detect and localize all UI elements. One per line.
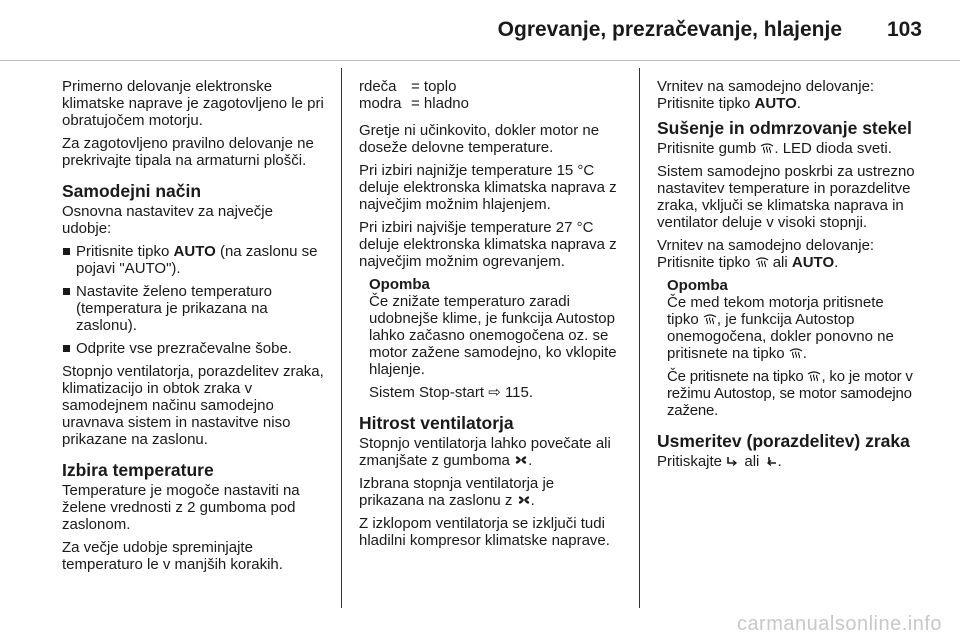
air-distribution-icon [764,455,778,467]
key-label: AUTO [173,243,216,260]
note-text: Če pritisnete na tipko , ko je motor v režimu Autostop, se motor samodejno zažene. [667,368,913,419]
paragraph: Osnovna nastavitev za največje udobje: [62,203,273,237]
paragraph: Pritisnite gumb . LED dioda sveti. [657,140,892,157]
note-text: Če znižate temperaturo zaradi udobnejše klime, je funkcija Autostop lahko začasno onemogočena oz. se motor zažene samodejno, ko vklopite hlajenje. [369,293,617,378]
note-text: Če med tekom motorja pritisnete tipko , je funkcija Autostop onemogočena, dokler ponovno ne pritisnete na tipko . [667,294,894,362]
bullet-icon [63,288,70,295]
paragraph: Pritiskajte ali . [657,453,782,470]
fan-icon [514,454,528,466]
paragraph: Stopnjo ventilatorja lahko povečate ali zmanjšate z gumboma . [359,435,611,469]
paragraph: Temperature je mogoče nastaviti na želene vrednosti z 2 gumboma pod zaslonom. [62,482,300,533]
section-heading-temperature: Izbira temperature [62,460,214,480]
column-divider [639,68,640,608]
key-label: AUTO [791,254,835,271]
header-divider [0,60,960,61]
windscreen-defrost-icon [789,347,803,359]
windscreen-defrost-icon [807,370,821,382]
color-legend-row: rdeča = toplo [359,78,457,95]
section-heading-air-distribution: Usmeritev (porazdelitev) zraka [657,431,910,451]
paragraph: Za večje udobje spreminjajte temperaturo le v manjših korakih. [62,539,283,573]
list-item: Odprite vse prezračevalne šobe. [62,340,324,357]
page-number: 103 [886,18,922,41]
paragraph: Vrnitev na samodejno delovanje: Pritisnite tipko AUTO. [657,78,875,112]
windscreen-defrost-icon [755,256,769,268]
paragraph: Pri izbiri najnižje temperature 15 °C deluje elektronska klimatska naprava z največjim možnim hlajenjem. [359,162,617,213]
bullet-icon [63,345,70,352]
note-title: Opomba [667,277,728,294]
page-header [0,0,960,60]
column-3 [657,78,919,476]
section-heading-auto: Samodejni način [62,181,202,201]
paragraph: Stopnjo ventilatorja, porazdelitev zraka, klimatizacijo in obtok zraka v samodejnem načinu samodejno uravnava sistem in nastavitve niso prikazane na zaslonu. [62,363,324,448]
paragraph: Sistem samodejno poskrbi za ustrezno nastavitev temperature in porazdelitve zraka, vključi se klimatska naprava in ventilator deluje v visoki stopnji. [657,163,915,231]
column-1 [62,78,324,579]
section-heading-defrost: Sušenje in odmrzovanje stekel [657,118,912,138]
fan-icon [517,494,531,506]
air-distribution-icon [726,455,740,467]
paragraph: Za zagotovljeno pravilno delovanje ne prekrivajte tipala na armaturni plošči. [62,135,314,169]
column-divider [341,68,342,608]
windscreen-defrost-icon [703,313,717,325]
color-legend-row: modra = hladno [359,95,469,112]
note-title: Opomba [369,276,430,293]
column-2 [359,78,621,555]
watermark: carmanualsonline.info [736,613,942,635]
list-item: Pritisnite tipko AUTO (na zaslonu se pojavi "AUTO"). [62,243,324,277]
list-item: Nastavite želeno temperaturo (temperatura je prikazana na zaslonu). [62,283,324,334]
section-heading-fan-speed: Hitrost ventilatorja [359,413,514,433]
paragraph: Gretje ni učinkovito, dokler motor ne doseže delovne temperature. [359,122,600,156]
note-box [359,276,621,401]
cross-reference: Sistem Stop-start ⇨ 115. [369,384,534,401]
paragraph: Primerno delovanje elektronske klimatske naprave je zagotovljeno le pri obratujočem motorju. [62,78,324,129]
paragraph: Vrnitev na samodejno delovanje: Pritisnite tipko ali AUTO. [657,237,875,271]
paragraph: Pri izbiri najvišje temperature 27 °C deluje elektronska klimatska naprava z največjim možnim ogrevanjem. [359,219,617,270]
paragraph: Z izklopom ventilatorja se izključi tudi hladilni kompresor klimatske naprave. [359,515,610,549]
paragraph: Izbrana stopnja ventilatorja je prikazana na zaslonu z . [359,475,555,509]
page-title: Ogrevanje, prezračevanje, hlajenje [497,18,842,41]
key-label: AUTO [754,95,797,112]
windscreen-defrost-icon [760,142,774,154]
bullet-icon [63,248,70,255]
note-box [657,277,919,419]
